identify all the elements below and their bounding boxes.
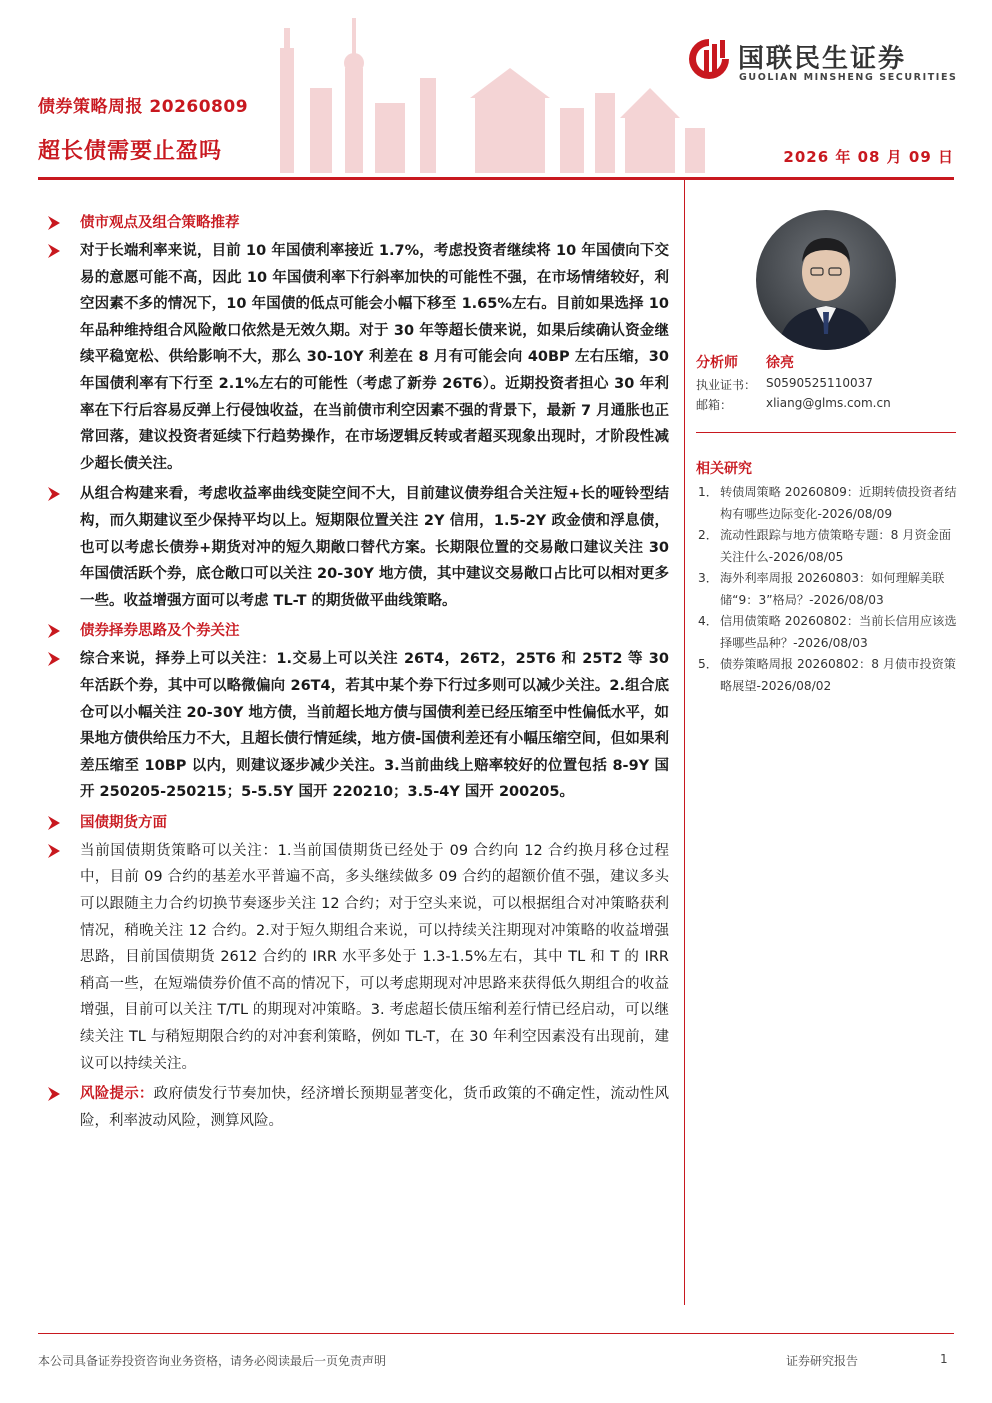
section-heading-text: 国债期货方面 bbox=[80, 814, 167, 831]
section-heading-text: 债市观点及组合策略推荐 bbox=[80, 215, 240, 231]
column-divider bbox=[684, 180, 685, 1305]
analyst-name: 徐亮 bbox=[766, 355, 794, 371]
arrow-bullet-icon bbox=[46, 815, 62, 831]
section-heading-market-view bbox=[44, 210, 669, 236]
footer-disclaimer: 本公司具备证券投资咨询业务资格，请务必阅读最后一页免责声明 bbox=[38, 1354, 387, 1368]
item-number: 1． bbox=[698, 485, 718, 499]
cert-row bbox=[696, 376, 956, 393]
analyst-photo bbox=[756, 210, 896, 350]
section-heading-bond-selection bbox=[44, 618, 669, 644]
item-number: 4． bbox=[698, 614, 718, 628]
logo-mark-icon bbox=[686, 36, 732, 82]
risk-warning-label: 风险提示： bbox=[80, 1086, 154, 1103]
header-divider bbox=[38, 177, 954, 180]
logo-english-name: GUOLIAN MINSHENG SECURITIES bbox=[739, 72, 958, 83]
arrow-bullet-icon bbox=[46, 843, 62, 859]
company-logo bbox=[686, 36, 958, 88]
risk-warning bbox=[44, 1081, 669, 1134]
cert-label: 执业证书： bbox=[696, 378, 757, 392]
report-main-title: 超长债需要止盈吗 bbox=[38, 139, 223, 164]
item-text: 海外利率周报 20260803：如何理解美联储“9：3”格局？-2026/08/03 bbox=[720, 571, 945, 607]
logo-chinese-name: 国联民生证券 bbox=[738, 44, 907, 74]
paragraph bbox=[44, 646, 669, 806]
paragraph-text: 综合来说，择券上可以关注：1.交易上可以关注 26T4，26T2，25T6 和 25T2 等 30 年活跃个券，其中可以略微偏向 26T4，若其中某个券下行过多则可以减少关注。2.组合底仓可以小幅关注 20-30Y 地方债，当前超长地方债与国债利差已经压缩至中性偏低水平，如果地方债供给压力不大，且超长债行情延续，地方债-国债利差还有小幅压缩空间，但如果利差压缩至 10BP 以内，则建议逐步减少关注。3.当前曲线上赔率较好的位置包括 8-9Y 国开 250205-250215；5-5.5Y 国开 220210；3.5-4Y 国开 200205。 bbox=[80, 651, 669, 801]
cert-value: S0590525110037 bbox=[766, 376, 873, 390]
paragraph-text: 从组合构建来看，考虑收益率曲线变陡空间不大，目前建议债券组合关注短+长的哑铃型结构，而久期建议至少保持平均以上。短期限位置关注 2Y 信用，1.5-2Y 政金债和浮息债，也可以考虑长债券+期货对冲的短久期敞口替代方案。长期限位置的交易敞口建议关注 30 年国债活跃个券，底仓敞口可以关注 20-30Y 地方债，其中建议交易敞口占比可以相对更多一些。收益增强方面可以考虑 TL-T 的期货做平曲线策略。 bbox=[80, 486, 669, 609]
item-number: 2． bbox=[698, 528, 718, 542]
email-label: 邮箱： bbox=[696, 398, 733, 412]
related-research-list bbox=[696, 482, 958, 697]
related-research-item[interactable] bbox=[696, 568, 958, 611]
paragraph bbox=[44, 238, 669, 477]
report-series-title: 债券策略周报 20260809 bbox=[38, 97, 249, 117]
arrow-bullet-icon bbox=[46, 215, 62, 231]
related-research-title: 相关研究 bbox=[696, 461, 752, 477]
arrow-bullet-icon bbox=[46, 1086, 62, 1102]
city-skyline-decoration bbox=[260, 8, 710, 173]
risk-warning-text: 政府债发行节奏加快，经济增长预期显著变化，货币政策的不确定性，流动性风险，利率波动风险，测算风险。 bbox=[80, 1086, 669, 1129]
email-row bbox=[696, 396, 956, 413]
section-heading-futures bbox=[44, 810, 669, 836]
sidebar-divider bbox=[696, 432, 956, 433]
paragraph bbox=[44, 838, 669, 1077]
analyst-row bbox=[696, 352, 956, 372]
item-text: 债券策略周报 20260802：8 月债市投资策略展望-2026/08/02 bbox=[720, 657, 956, 693]
item-number: 3． bbox=[698, 571, 718, 585]
item-text: 转债周策略 20260809：近期转债投资者结构有哪些边际变化-2026/08/09 bbox=[720, 485, 957, 521]
arrow-bullet-icon bbox=[46, 651, 62, 667]
paragraph bbox=[44, 481, 669, 614]
page-number: 1 bbox=[940, 1352, 948, 1366]
related-research-item[interactable] bbox=[696, 654, 958, 697]
related-research-item[interactable] bbox=[696, 482, 958, 525]
email-value[interactable]: xliang@glms.com.cn bbox=[766, 396, 891, 410]
related-research-item[interactable] bbox=[696, 525, 958, 568]
main-column bbox=[44, 210, 669, 1138]
footer-divider bbox=[38, 1333, 954, 1334]
item-text: 流动性跟踪与地方债策略专题：8 月资金面关注什么-2026/08/05 bbox=[720, 528, 952, 564]
footer-report-type: 证券研究报告 bbox=[786, 1354, 859, 1368]
section-heading-text: 债券择券思路及个券关注 bbox=[80, 623, 240, 640]
analyst-label: 分析师 bbox=[696, 355, 738, 371]
analyst-portrait-image bbox=[756, 210, 896, 350]
arrow-bullet-icon bbox=[46, 243, 62, 259]
item-number: 5． bbox=[698, 657, 718, 671]
related-research-item[interactable] bbox=[696, 611, 958, 654]
paragraph-text: 当前国债期货策略可以关注：1.当前国债期货已经处于 09 合约向 12 合约换月移仓过程中，目前 09 合约的基差水平普遍不高，多头继续做多 09 合约的超额价值不强，建议多头可以跟随主力合约切换节奏逐步关注 12 合约；对于空头来说，可以根据组合对冲策略获利情况，稍晚关注 12 合约。2.对于短久期组合来说，可以持续关注期现对冲策略的收益增强思路，目前国债期货 2612 合约的 IRR 水平多处于 1.3-1.5%左右，其中 TL 和 T 的 IRR 稍高一些，在短端债券价值不高的情况下，可以考虑期现对冲思路来获得低久期组合的收益增强，目前可以关注 T/TL 的期现对冲策略。3. 考虑超长债压缩利差行情已经启动，可以继续关注 TL 与稍短期限合约的对冲套利策略，例如 TL-T，在 30 年利空因素没有出现前，建议可以持续关注。 bbox=[80, 842, 669, 1072]
paragraph-text: 对于长端利率来说，目前 10 年国债利率接近 1.7%，考虑投资者继续将 10 年国债向下交易的意愿可能不高，因此 10 年国债利率下行斜率加快的可能性不强，在市场情绪较好，利空因素不多的情况下，10 年国债的低点可能会小幅下移至 1.65%左右。目前如果选择 10 年品种维持组合风险敞口依然是无效久期。对于 30 年等超长债来说，如果后续确认资金继续平稳宽松、供给影响不大，那么 30-10Y 利差在 8 月有可能会向 40BP 左右压缩，30 年国债利率有下行至 2.1%左右的可能性（考虑了新券 26T6）。近期投资者担心 30 年利率在下行后容易反弹上行侵蚀收益，在当前债市利空因素不强的背景下，最新 7 月通胀也正常回落，建议投资者延续下行趋势操作，在市场逻辑反转或者超买现象出现时，才阶段性减少超长债关注。 bbox=[80, 243, 669, 472]
item-text: 信用债策略 20260802：当前长信用应该选择哪些品种？-2026/08/03 bbox=[720, 614, 957, 650]
report-date: 2026 年 08 月 09 日 bbox=[783, 148, 954, 166]
arrow-bullet-icon bbox=[46, 623, 62, 639]
arrow-bullet-icon bbox=[46, 486, 62, 502]
